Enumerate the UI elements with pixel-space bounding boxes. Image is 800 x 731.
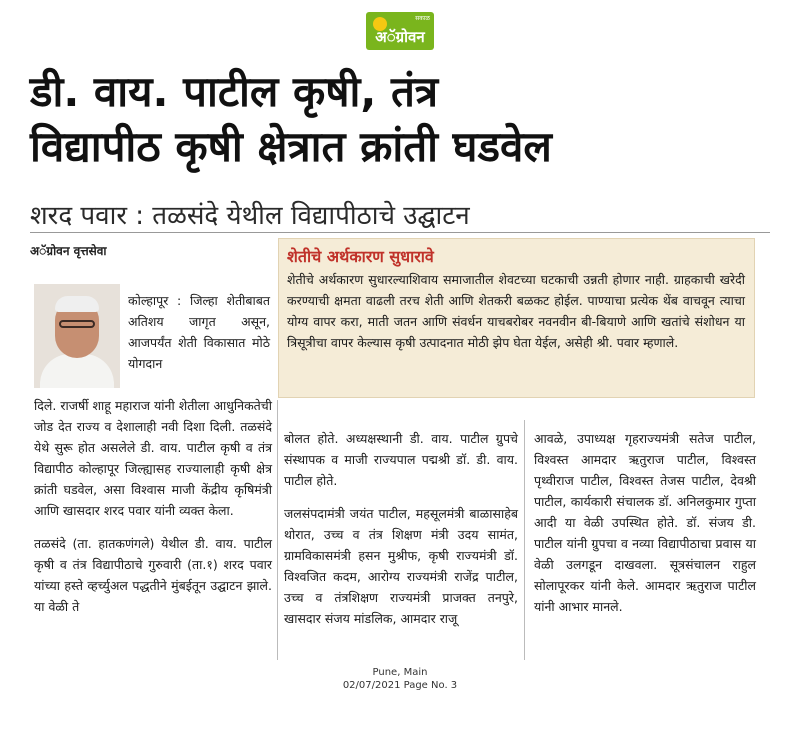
page-footer <box>320 666 480 692</box>
article-column-1 <box>34 395 272 670</box>
article-intro: कोल्हापूर : जिल्हा शेतीबाबत अतिशय जागृत असून, आजपर्यंत शेती विकासात मोठे योगदान <box>128 293 270 371</box>
headline-line-2: विद्यापीठ कृषी क्षेत्रात क्रांती घडवेल <box>30 122 552 171</box>
headline <box>30 64 770 174</box>
agrowon-logo <box>366 12 434 50</box>
paragraph: दिले. राजर्षी शाहू महाराज यांनी शेतीला आधुनिकतेची जोड देत राज्य व देशालाही नवी दिशा दिली. तळसंदे येथे सुरू होत असलेले डी. वाय. पाटील कृषी व तंत्र विद्यापीठ कोल्हापूर जिल्ह्यासह राज्यालाही कृषी क्षेत्र क्रांती घडवेल, असा विश्वास माजी केंद्रीय कृषिमंत्री आणि खासदार शरद पवार यांनी व्यक्त केला. <box>34 398 272 518</box>
highlight-box-text: शेतीचे अर्थकारण सुधारल्याशिवाय समाजातील शेवटच्या घटकाची उन्नती होणार नाही. ग्राहकाची खरेदी करण्याची क्षमता वाढली तरच शेती आणि शेतकरी बळकट होईल. पाण्याचा प्रत्येक थेंब वाचवून त्याचा योग्य वापर करा, माती जतन आणि संवर्धन याचबरोबर नवनवीन बी-बियाणे आणि खतांचे संशोधन या त्रिसूत्रीचा वापर केल्यास कृषी उत्पादनात मोठी झेप घेता येईल, असेही श्री. पवार म्हणाले. <box>287 272 745 350</box>
highlight-box <box>278 238 755 398</box>
logo-tag: सकाळ <box>415 15 430 22</box>
highlight-box-title: शेतीचे अर्थकारण सुधारावे <box>287 247 434 266</box>
portrait-photo <box>34 284 120 388</box>
footer-edition: Pune, Main <box>372 667 428 678</box>
divider <box>30 232 770 233</box>
headline-line-1: डी. वाय. पाटील कृषी, तंत्र <box>30 67 439 116</box>
logo-text: अॅग्रोवन <box>375 28 425 46</box>
article-column-3 <box>534 428 756 617</box>
article-column-2 <box>284 428 518 629</box>
footer-date-page: 02/07/2021 Page No. 3 <box>342 680 458 691</box>
paragraph: तळसंदे (ता. हातकणंगले) येथील डी. वाय. पाटील कृषी व तंत्र विद्यापीठाचे गुरुवारी (ता.१) शरद पवार यांच्या हस्ते व्हर्च्युअल पद्धतीने मुंबईतून उद्घाटन झाले. या वेळी ते <box>34 536 272 614</box>
paragraph: बोलत होते. अध्यक्षस्थानी डी. वाय. पाटील ग्रुपचे संस्थापक व माजी राज्यपाल पद्मश्री डॉ. डी. वाय. पाटील होते. <box>284 431 518 488</box>
paragraph: जलसंपदामंत्री जयंत पाटील, महसूलमंत्री बाळासाहेब थोरात, उच्च व तंत्र शिक्षण मंत्री उदय सामंत, ग्रामविकासमंत्री हसन मुश्रीफ, कृषी राज्यमंत्री डॉ. विश्वजित कदम, आरोग्य राज्यमंत्री राजेंद्र पाटील, उच्च व तंत्रशिक्षण राज्यमंत्री प्राजक्त तनपुरे, खासदार संजय मांडलिक, आमदार राजू <box>284 506 518 626</box>
subheadline: शरद पवार : तळसंदे येथील विद्यापीठाचे उद्घाटन <box>30 201 470 231</box>
column-divider <box>277 400 278 660</box>
paragraph: आवळे, उपाध्यक्ष गृहराज्यमंत्री सतेज पाटील, विश्वस्त आमदार ऋतुराज पाटील, विश्वस्त पृथ्वीराज पाटील, विश्वस्त तेजस पाटील, देवश्री पाटील, कार्यकारी संचालक डॉ. अनिलकुमार गुप्ता आदी या वेळी उपस्थित होते. डॉ. संजय डी. पाटील यांनी ग्रुपचा व नव्या विद्यापीठाचा प्रवास या वेळी उलगडून दाखवला. सूत्रसंचालन राहुल सोलापूरकर यांनी केले. आमदार ऋतुराज पाटील यांनी आभार मानले. <box>534 431 756 614</box>
column-divider <box>524 420 525 660</box>
byline: अॅग्रोवन वृत्तसेवा <box>30 244 107 258</box>
